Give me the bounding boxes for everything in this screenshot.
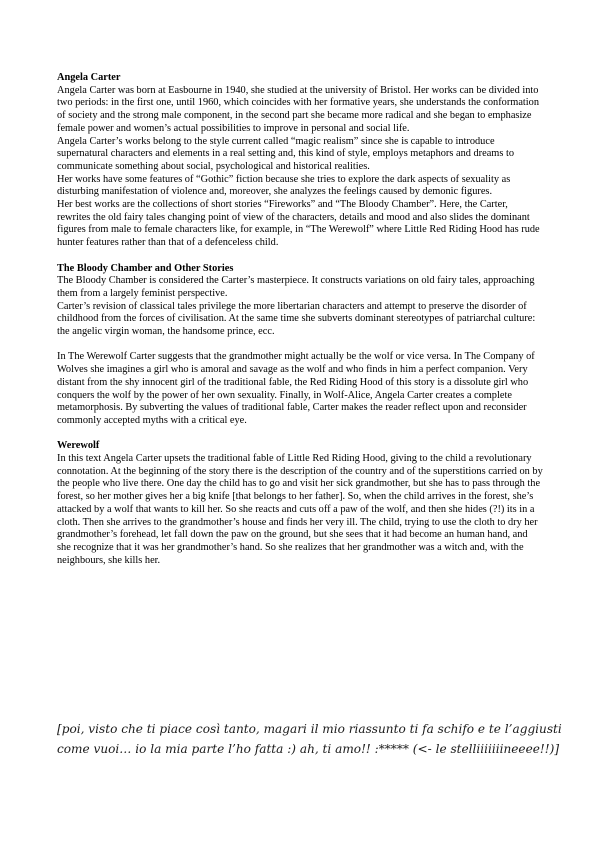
note-line-1: [poi, visto che ti piace così tanto, magari il mio riassunto ti fa schifo e te l’aggiusti [57,722,562,736]
paragraph-spacer [57,250,543,263]
section-heading-angela-carter: Angela Carter [57,72,121,83]
document-body [57,72,543,567]
section-heading-werewolf: Werewolf [57,440,100,452]
paragraph-biography: Angela Carter was born at Easbourne in 1940, she studied at the university of Bristol. Her works can be divided into two periods: in the first one, until 1960, which coincides with her formative years, she understands the conformation of society and the strong male component, in the second part she became more radical and she began to emphasize female power and women’s actual possibilities to improve in personal and social life. [57,84,540,134]
paragraph-magic-realism: Angela Carter’s works belong to the style current called “magic realism” since she is capable to introduce supernatural characters and elements in a real setting and, this kind of style, employs metaphors and dreams to communicate something about social, psychological and historical realities. [57,135,514,172]
paragraph-gothic: Her works have some features of “Gothic” fiction because she tries to explore the dark aspects of sexuality as disturbing manifestation of violence and, moreover, she analyzes the feelings caused by demonic figures. [57,173,511,198]
paragraph-werewolf-summary: In this text Angela Carter upsets the traditional fable of Little Red Riding Hood, giving to the child a revolutionary connotation. At the beginning of the story there is the description of the country and of the superstitions carried on by the people who live there. One day the child has to go and visit her sick grandmother, but she has to pass through the forest, so her mother gives her a big knife [that belongs to her father]. So, when the child arrives in the forest, she’s attacked by a wolf that wants to kill her. So she reacts and cuts off a paw of the wolf, and then she hides (?!) its in a cloth. Then she arrives to the grandmother’s house and finds her very ill. The child, trying to use the cloth to dry her grandmother’s forehead, let fall down the paw on the ground, but she sees that it had become an human hand, and she recognize that it was her grandmother’s hand. So she realizes that her grandmother was a witch and, with the neighbours, she kills her. [57,453,543,566]
note-line-2: come vuoi… io la mia parte l’ho fatta :) ah, ti amo!! :***** (<- le stelliiiiiiineeee!!)] [57,742,560,756]
handwritten-note [57,719,562,759]
paragraph-masterpiece: The Bloody Chamber is considered the Carter’s masterpiece. It constructs variations on old fairy tales, approaching them from a largely feminist perspective. [57,275,535,299]
paragraph-spacer [57,339,543,352]
paragraph-revision: Carter’s revision of classical tales privilege the more libertarian characters and attempt to preserve the disorder of childhood from the forces of civilisation. At the same time she subverts dominant stereotypes of patriarchal culture: the angelic virgin woman, the handsome prince, ecc. [57,300,536,338]
paragraph-best-works: Her best works are the collections of short stories “Fireworks” and “The Bloody Chamber”. Here, the Carter, rewrites the old fairy tales changing point of view of the characters, details and mood and also slides the dominant figures from male to female characters like, for example, in “The Werewolf” where Little Red Riding Hood has rude hunter features rather than that of a defenceless child. [57,199,540,249]
paragraph-werewolf-company: In The Werewolf Carter suggests that the grandmother might actually be the wolf or vice versa. In The Company of Wolves she imagines a girl who is amoral and savage as the wolf and who finds in him a perfect companion. Very distant from the shy innocent girl of the traditional fable, the Red Riding Hood of this story is a dissolute girl who conquers the wolf by the power of her own sexuality. Finally, in Wolf-Alice, Angela Carter creates a complete metamorphosis. By subverting the values of traditional fable, Carter makes the reader reflect upon and reconsider commonly accepted myths with a critical eye. [57,351,535,426]
paragraph-spacer [57,428,543,441]
section-heading-bloody-chamber: The Bloody Chamber and Other Stories [57,262,234,274]
